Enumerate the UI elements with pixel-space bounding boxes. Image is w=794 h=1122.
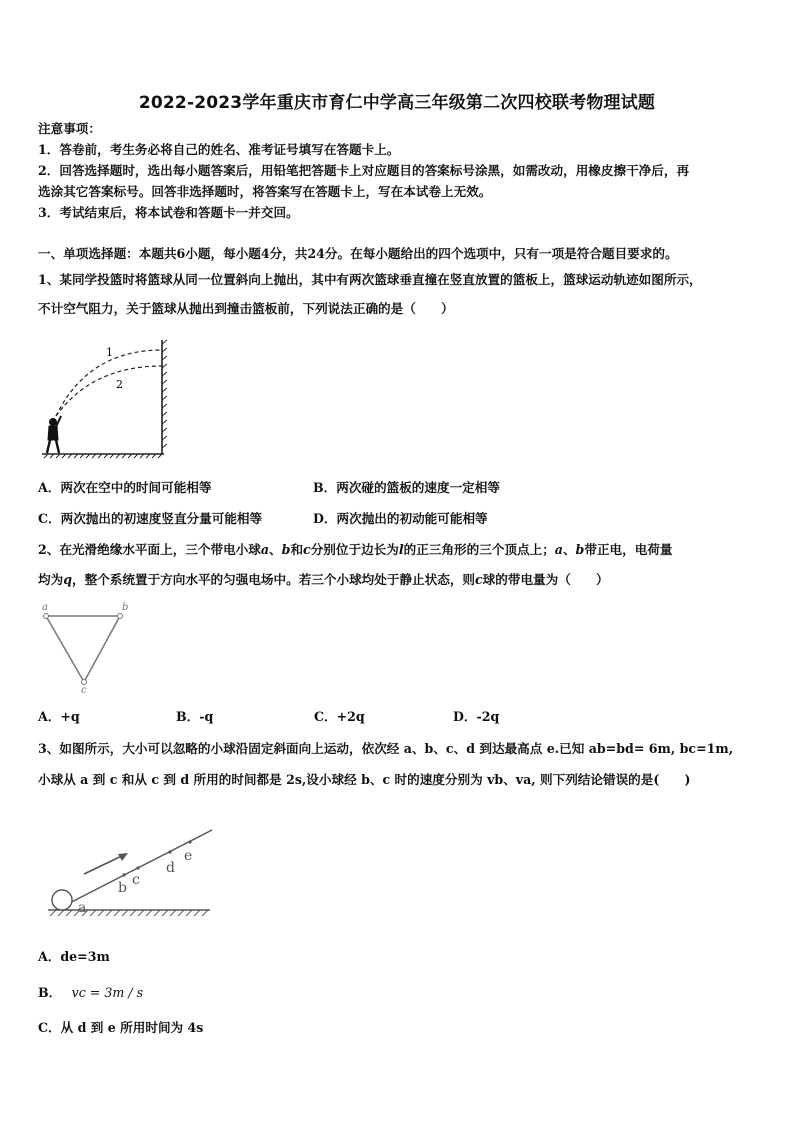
notice-item-1: 1．答卷前，考生务必将自己的姓名、准考证号填写在答题卡上。 <box>38 142 400 157</box>
notice-item-2-cont: 选涂其它答案标号。回答非选择题时，将答案写在答题卡上，写在本试卷上无效。 <box>38 184 492 199</box>
ball <box>52 890 72 910</box>
triangle-side-bc <box>84 616 120 682</box>
q1-stem-line2: 不计空气阻力，关于篮球从抛出到撞击篮板前，下列说法正确的是（ ） <box>38 301 454 316</box>
q3-option-a[interactable]: A．de=3m <box>38 949 110 964</box>
trajectory-1 <box>56 350 162 416</box>
q2-option-b[interactable]: B．-q <box>176 709 214 724</box>
motion-arrow-shaft <box>84 854 126 874</box>
q2-option-d[interactable]: D．-2q <box>453 709 500 724</box>
point-label-b: b <box>118 880 127 896</box>
q3-option-b[interactable] <box>38 984 143 1001</box>
q1-option-a[interactable]: A．两次在空中的时间可能相等 <box>38 480 212 495</box>
point-label-c: c <box>132 872 140 888</box>
q3-stem-line2: 小球从 a 到 c 和从 c 到 d 所用的时间都是 2s,设小球经 b、c 时的速度分别为 vb、va, 则下列结论错误的是( ) <box>38 772 691 787</box>
q2-option-c[interactable]: C．+2q <box>314 709 365 724</box>
q3-stem-line1: 3、如图所示，大小可以忽略的小球沿固定斜面向上运动，依次经 a、b、c、d 到达最高点 e.已知 ab=bd= 6m, bc=1m, <box>38 741 734 756</box>
q3-option-c[interactable]: C．从 d 到 e 所用时间为 4s <box>38 1020 204 1035</box>
q3-option-b-formula: vc = 3m / s <box>71 985 144 1000</box>
q1-option-d[interactable]: D．两次抛出的初动能可能相等 <box>313 511 488 526</box>
q2-option-a[interactable]: A．+q <box>38 709 80 724</box>
q1-stem-line1: 1、某同学投篮时将篮球从同一位置斜向上抛出，其中有两次篮球垂直撞在竖直放置的篮板上，篮球运动轨迹如图所示， <box>38 272 702 287</box>
trajectory-label-1: 1 <box>106 346 113 359</box>
q1-option-c[interactable]: C．两次抛出的初速度竖直分量可能相等 <box>38 511 263 526</box>
q3-incline-figure <box>44 822 216 922</box>
point-label-e: e <box>184 848 193 864</box>
q2-stem-line2: 均为q，整个系统置于方向水平的匀强电场中。若三个小球均处于静止状态，则c球的带电量为（ ） <box>38 572 609 587</box>
notice-item-2: 2．回答选择题时，选出每小题答案后，用铅笔把答题卡上对应题目的答案标号涂黑，如需改动，用橡皮擦干净后，再 <box>38 163 690 178</box>
point-label-d: d <box>166 860 175 876</box>
section-heading: 一、单项选择题：本题共6小题，每小题4分，共24分。在每小题给出的四个选项中，只有一项是符合题目要求的。 <box>38 246 678 261</box>
point-label-a: a <box>78 900 87 916</box>
q3-option-b-label: B． <box>38 985 62 1000</box>
vertex-label-b: b <box>122 602 129 613</box>
ground-hatch <box>50 910 208 916</box>
vertex-label-c: c <box>81 685 87 696</box>
triangle-side-ac <box>46 616 84 682</box>
q1-option-b[interactable]: B．两次碰的篮板的速度一定相等 <box>313 480 500 495</box>
page-title: 2022-2023学年重庆市育仁中学高三年级第二次四校联考物理试题 <box>138 93 656 113</box>
q1-figure <box>36 336 176 462</box>
trajectory-label-2: 2 <box>116 378 123 391</box>
ball-b <box>118 614 123 619</box>
notice-item-3: 3．考试结束后，将本试卷和答题卡一并交回。 <box>38 205 299 220</box>
q2-stem-line1: 2、在光滑绝缘水平面上，三个带电小球a、b和c分别位于边长为l的正三角形的三个顶点上；a、b带正电，电荷量 <box>38 542 673 557</box>
player-figure <box>47 416 61 453</box>
ball-c <box>82 680 87 685</box>
ball-a <box>44 614 49 619</box>
vertex-label-a: a <box>42 602 48 613</box>
notice-heading: 注意事项： <box>38 121 101 136</box>
q2-triangle-figure <box>38 602 138 694</box>
